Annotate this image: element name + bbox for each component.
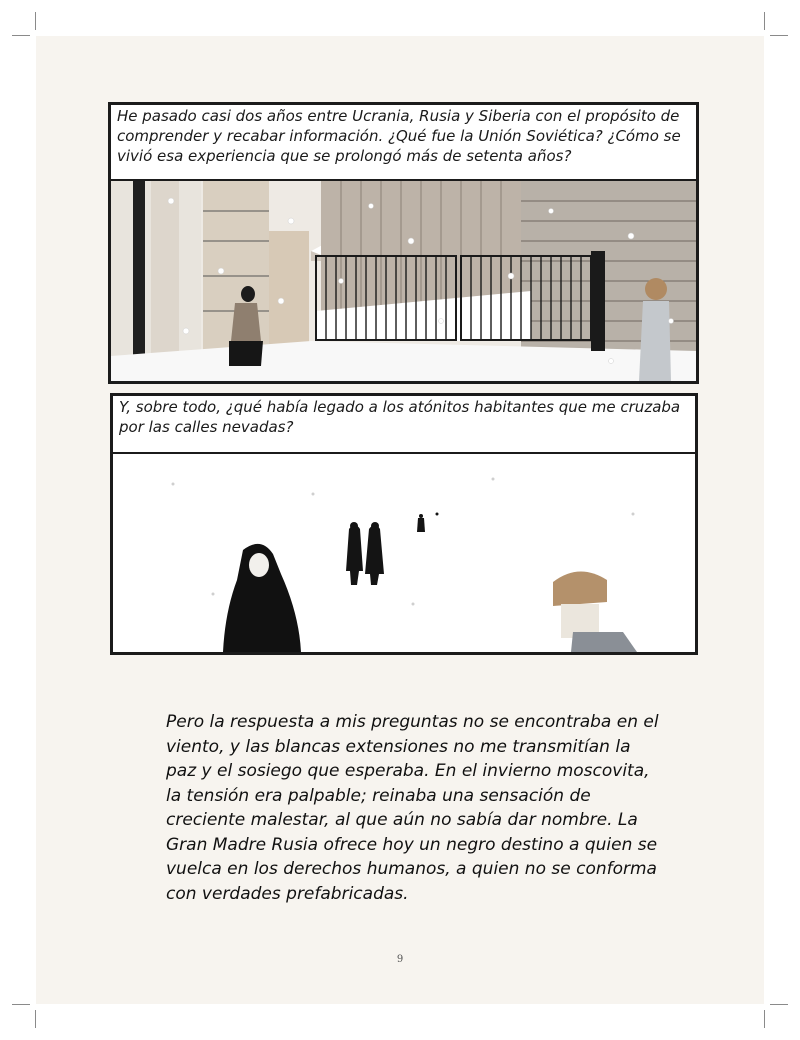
narrative-text: Pero la respuesta a mis preguntas no se encontraba en el viento, y las blancas extensiones no me transmitían la paz y el sosiego que esperaba. En el invierno moscovita, la tensión era palpable; reinaba una sensación de creciente malestar, al que aún no sabía dar nombre. La Gran Madre Rusia ofrece hoy un negro destino a quien se vuelca en los derechos humanos, a quien no se conforma con verdades prefabricadas. [166, 712, 659, 904]
page-number: 9 [396, 954, 404, 965]
crop-mark [35, 1010, 36, 1028]
crop-mark [35, 12, 36, 30]
panel-1-illustration [111, 181, 696, 381]
comic-panel-2 [110, 393, 698, 655]
crop-mark [764, 1010, 765, 1028]
crop-mark [770, 35, 788, 36]
panel-1-caption: He pasado casi dos años entre Ucrania, Rusia y Siberia con el propósito de comprender y recabar información. ¿Qué fue la Unión Soviética? ¿Cómo se vivió esa experiencia que se prolongó más de setenta años? [111, 105, 696, 181]
crop-mark [770, 1004, 788, 1005]
panel-2-illustration [113, 454, 695, 652]
crop-mark [12, 35, 30, 36]
comic-panel-1 [108, 102, 699, 384]
panel-2-caption: Y, sobre todo, ¿qué había legado a los atónitos habitantes que me cruzaba por las calles nevadas? [113, 396, 695, 454]
crop-mark [12, 1004, 30, 1005]
crop-mark [764, 12, 765, 30]
